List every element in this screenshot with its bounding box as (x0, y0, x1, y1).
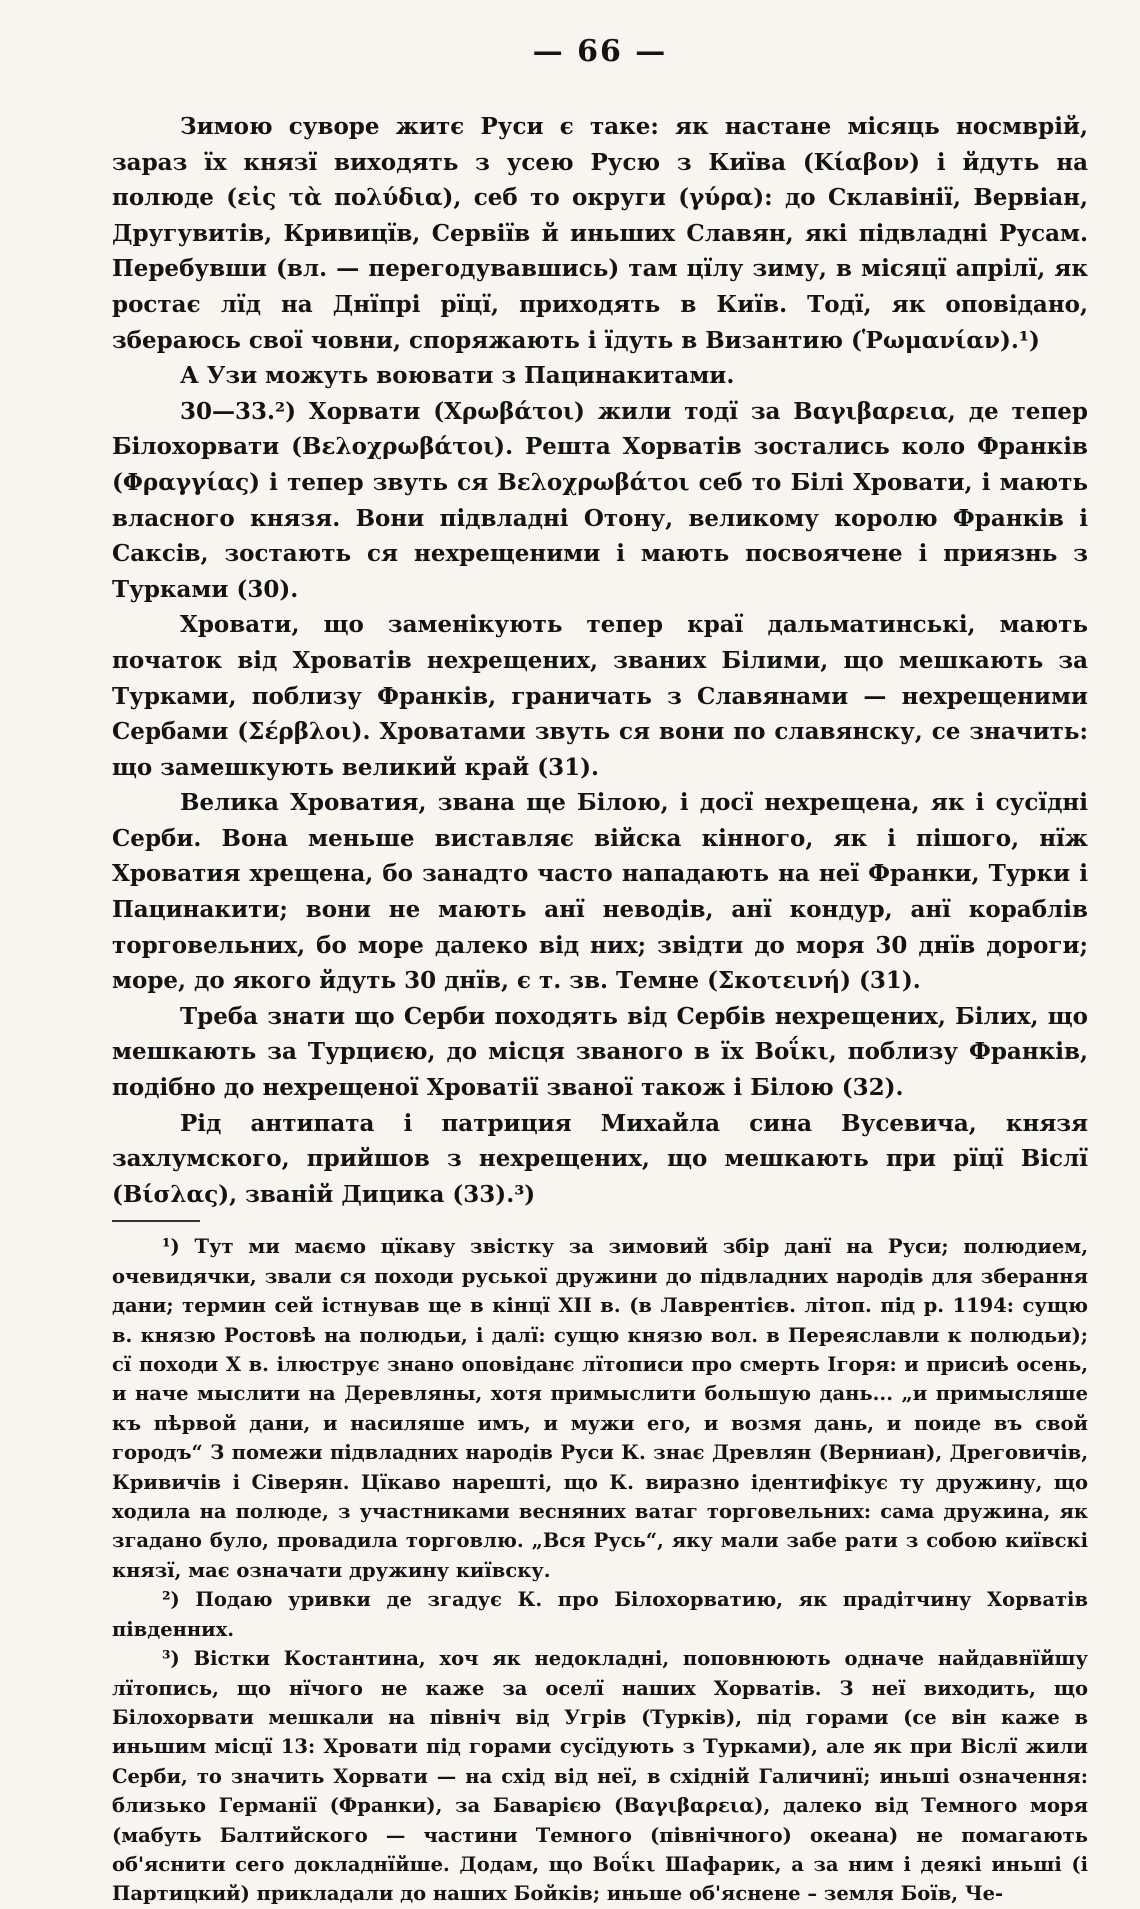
main-text (112, 109, 1088, 1212)
paragraph: Зимою суворе житє Руси є таке: як настане місяць носмврій, зараз їх князї виходять з усею Русю з Київа (Κίαβον) і йдуть на полюде (εἰς τὰ πολύδια), себ то округи (γύρα): до Склавінії, Вервіан, Другувитів, Кривицїв, Сервіїв й иньших Славян, які підвладні Русам. Перебувши (вл. — перегодувавшись) там цїлу зиму, в місяцї апрілї, як ростає лїд на Днїпрі рїцї, приходять в Київ. Тодї, як оповідано, збераюсь свої човни, споряжають і їдуть в Византию (Ῥωμανίαν).¹) (112, 113, 1088, 354)
page-number: — 66 — (532, 34, 668, 69)
footnote: ²) Подаю уривки де згадує К. про Білохорватию, як прадітчину Хорватів південних. (112, 1588, 1088, 1641)
paragraph: Треба знати що Серби походять від Сербів нехрещених, Білих, що мешкають за Турциєю, до місця званого в їх Βοΐκι, поблизу Франків, подібно до нехрещеної Хроватії званої також і Білою (32). (112, 1002, 1088, 1102)
footnote-divider (112, 1220, 200, 1222)
footnotes (112, 1232, 1088, 1908)
paragraph: А Узи можуть воювати з Пацинакитами. (180, 362, 735, 390)
footnote: ³) Вістки Костантина, хоч як недокладні, поповнюють одначе найдавнїйшу лїтопись, що нїчого не каже за оселї наших Хорватів. З неї виходить, що Білохорвати мешкали на північ від Угрів (Турків), під горами (се він каже в иньшим місцї 13: Хровати під горами сусїдують з Турками), але як при Віслї жили Серби, то значить Хорвати — на схід від неї, в східній Галичинї; иньші означення: близько Германії (Франки), за Баварією (Βαγιβαρεια), далеко від Темного моря (мабуть Балтийского — частини Темного (північного) океана) не помагають об'яснити сего докладнїйше. Додам, що Βοΐκι Шафарик, а за ним і деякі иньші (і Партицкий) прикладали до наших Бойків; иньше об'яснене – земля Боїв, Че- (112, 1647, 1088, 1906)
footnote: ¹) Тут ми маємо цїкаву звістку за зимовий збір данї на Руси; полюдием, очевидячки, звали ся походи руської дружини до підвладних народів для зберання дани; термин сей істнував ще в кінцї XII в. (в Лаврентієв. літоп. під р. 1194: сущю в. князю Ростовѣ на полюдьи, і далї: сущю князю вол. в Переяславли к полюдьи); сї походи X в. ілюструє знано оповіданє лїтописи про смерть Ігоря: и присиѣ осень, и наче мыслити на Деревляны, хотя примыслити большую дань... „и примысляше къ пѣрвой дани, и насиляше имъ, и мужи его, и возмя дань, и поиде въ свой городъ“ З помежи підвладних народів Руси К. знає Древлян (Верниан), Дреговичів, Кривичів і Сіверян. Цїкаво нарешті, що К. виразно ідентифікує ту дружину, що ходила на полюде, з участниками весняних ватаг торговельних: сама дружина, як згадано було, провадила торговлю. „Вся Русь“, яку мали забе рати з собою київскі князї, має означати дружину київску. (112, 1235, 1088, 1582)
paragraph: Хровати, що заменікують тепер краї дальматинські, мають початок від Хроватів нехрещених, званих Білими, що мешкають за Турками, поблизу Франків, граничать з Славянами — нехрещеними Сербами (Σέρβλοι). Хроватами звуть ся вони по славянску, се значить: що замешкують великий край (31). (112, 611, 1088, 781)
paragraph: Рід антипата і патриция Михайла сина Вусевича, князя захлумского, прийшов з нехрещених, що мешкають при рїцї Віслї (Βίσλας), званій Дицика (33).³) (112, 1109, 1088, 1208)
paragraph: 30—33.²) Хорвати (Χρωβάτοι) жили тодї за Βαγιβαρεια, де тепер Білохорвати (Βελοχρωβάτοι). Решта Хорватів зостались коло Франків (Φραγγίας) і тепер звуть ся Βελοχρωβάτοι себ то Білі Хровати, і мають власного князя. Вони підвладні Отону, великому королю Франків і Саксів, зостають ся нехрещеними і мають посвоячене і приязнь з Турками (30). (112, 397, 1088, 603)
paragraph: Велика Хроватия, звана ще Білою, і досї нехрещена, як і сусїдні Серби. Вона меньше виставляє війска кінного, як і пішого, нїж Хроватия хрещена, бо занадто часто нападають на неї Франки, Турки і Пацинакити; вони не мають анї неводів, анї кондур, анї кораблів торговельних, бо море далеко від них; звідти до моря 30 днїв дороги; море, до якого йдуть 30 днїв, є т. зв. Темне (Σκοτεινή) (31). (112, 789, 1088, 995)
